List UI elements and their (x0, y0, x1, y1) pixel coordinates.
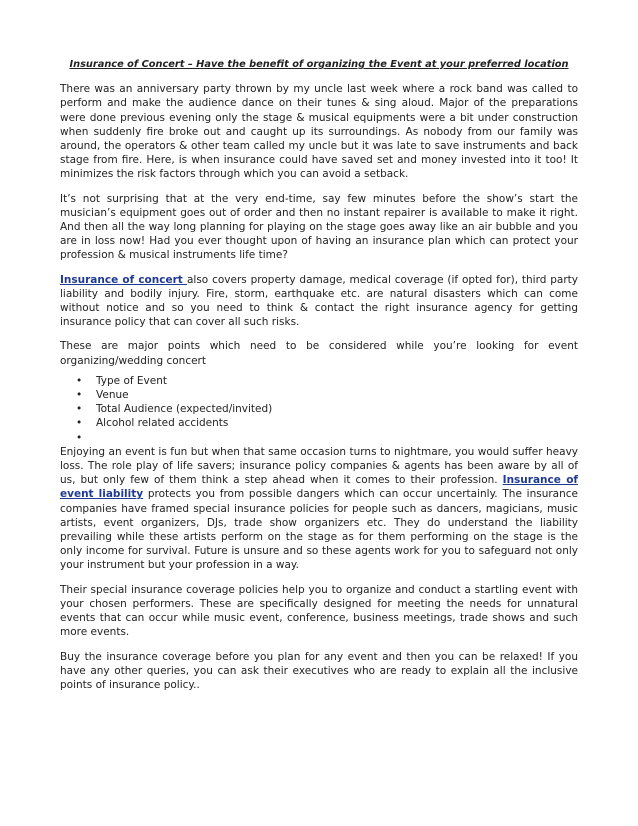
paragraph-special-coverage: Their special insurance coverage policies help you to organize and conduct a startling event with your chosen performers. These are specifically designed for meeting the needs for unnatural events that can occur while music event, conference, business meetings, trade shows and such more events. (60, 583, 578, 639)
paragraph-anniversary: There was an anniversary party thrown by my uncle last week where a rock band was called to perform and make the audience dance on their tunes & sing aloud. Major of the preparations were done previous evening only the stage & musical equipments were a bit under construction when suddenly fire broke out and caught up its surroundings. As nobody from our family was around, the operators & other team called my uncle but it was late to save instruments and back stage from fire. Here, is when insurance could have saved set and money invested into it too! It minimizes the risk factors through which you can avoid a setback. (60, 83, 578, 181)
list-item: • Total Audience (expected/invited) (76, 403, 273, 416)
paragraph-closing: Buy the insurance coverage before you plan for any event and then you can be relaxed! If you have any other queries, you can ask their executives who are ready to explain all the inclusive points of insurance policy.. (60, 650, 578, 691)
paragraph-equipment: It’s not surprising that at the very end-time, say few minutes before the show’s start the musician’s equipment goes out of order and then no instant repairer is available to make it right. And then all the way long planning for playing on the stage goes away like an air bubble and you are in loss now! Had you ever thought upon of having an insurance plan which can protect your profession & musical instruments life time? (60, 192, 578, 262)
list-item (76, 431, 578, 445)
bullet-icon: • (76, 431, 83, 444)
paragraph-points-intro: These are major points which need to be considered while you’re looking for event organizing/wedding concert (60, 340, 578, 367)
paragraph-event-liability: Enjoying an event is fun but when that same occasion turns to nightmare, you would suffer heavy loss. The role play of life savers; insurance policy companies & agents has been aware by all of us, but only few of them think a step ahead when it comes to their profession. Insurance of event liability protects you from possible dangers which can occur uncertainly. The insurance companies have framed special insurance policies for people such as dancers, magicians, music artists, event organizers, DJs, trade show organizers etc. They do understand the liability prevailing while these artists perform on the stage as for them performing on the stage is the only income for survival. Future is unsure and so these agents work for you to safeguard not only your instrument but your profession in a way. (60, 445, 578, 572)
list-item: • Alcohol related accidents (76, 417, 229, 430)
paragraph-coverage-text: also covers property damage, medical coverage (if opted for), third party liability and bodily injury. Fire, storm, earthquake etc. are natural disasters which can come without notice and so you need to think & contact the right insurance agency for getting insurance policy that can cover all such risks. (60, 273, 578, 329)
paragraph-coverage (60, 273, 578, 330)
bullet-icon: • (76, 417, 83, 430)
bullet-icon: • (76, 389, 83, 402)
points-list (60, 374, 578, 445)
bullet-icon: • (76, 403, 83, 416)
insurance-of-event-liability-link[interactable]: Insurance of event liability (60, 474, 578, 501)
document-title: Insurance of Concert – Have the benefit of organizing the Event at your preferred location (69, 59, 569, 70)
bullet-icon: • (76, 374, 83, 387)
list-item: • Type of Event (76, 374, 167, 387)
document-page (60, 58, 578, 702)
insurance-of-concert-link[interactable]: Insurance of concert (60, 273, 187, 286)
list-item: • Venue (76, 389, 129, 402)
